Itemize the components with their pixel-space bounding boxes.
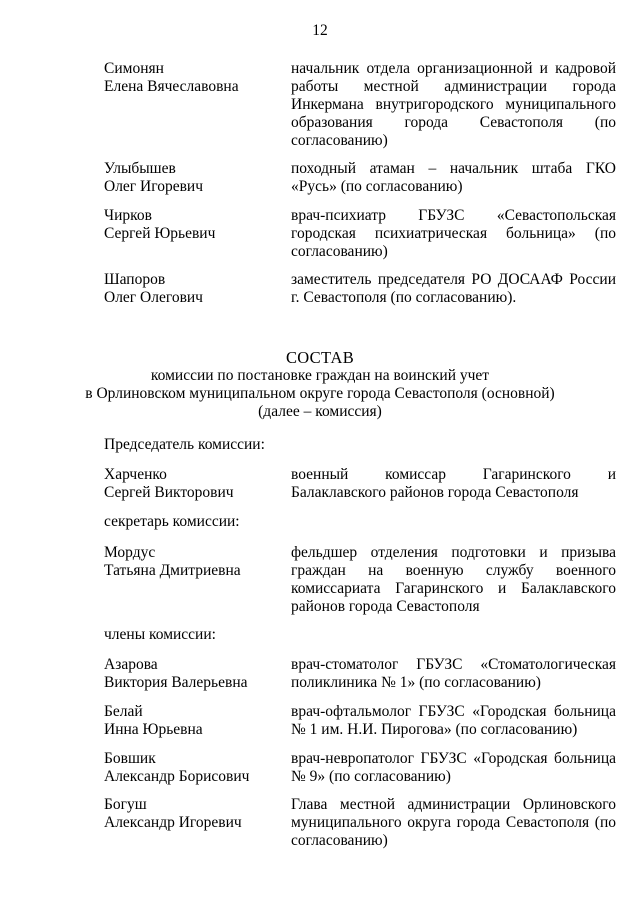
secretary-label: секретарь комиссии: xyxy=(104,513,240,530)
member-given-name: Олег Игоревич xyxy=(104,178,203,195)
member-surname: Шапоров xyxy=(104,271,166,288)
member-role: заместитель председателя РО ДОСААФ России г. Севастополя (по согласованию). xyxy=(291,271,616,306)
member-given-name: Сергей Юрьевич xyxy=(104,225,216,242)
member-name xyxy=(104,796,284,832)
member-role: врач-психиатр ГБУЗС «Севастопольская городская психиатрическая больница» (по согласованию) xyxy=(291,207,616,260)
member-surname: Бовшик xyxy=(104,750,156,767)
member-name xyxy=(104,656,284,692)
member-role: врач-невропатолог ГБУЗС «Городская больница № 9» (по согласованию) xyxy=(291,750,616,785)
member-name xyxy=(104,271,284,307)
member-given-name: Инна Юрьевна xyxy=(104,721,203,738)
member-surname: Харченко xyxy=(104,466,167,483)
page-number: 12 xyxy=(312,22,328,39)
member-name xyxy=(104,750,284,786)
member-given-name: Виктория Валерьевна xyxy=(104,674,248,691)
member-surname: Чирков xyxy=(104,207,152,224)
member-surname: Белай xyxy=(104,703,143,720)
section-subtitle: комиссии по постановке граждан на воинский учет xyxy=(150,367,490,384)
member-role: фельдшер отделения подготовки и призыва граждан на военную службу военного комиссариата Гагаринского и Балаклавского районов города Севастополя xyxy=(291,544,616,615)
member-given-name: Александр Борисович xyxy=(104,768,250,785)
member-role: военный комиссар Гагаринского и Балаклавского районов города Севастополя xyxy=(291,466,616,501)
member-given-name: Сергей Викторович xyxy=(104,484,234,501)
member-role: походный атаман – начальник штаба ГКО «Русь» (по согласованию) xyxy=(291,160,616,195)
member-role: Глава местной администрации Орлиновского муниципального округа города Севастополя (по согласованию) xyxy=(291,796,616,849)
member-role: врач-офтальмолог ГБУЗС «Городская больница № 1 им. Н.И. Пирогова» (по согласованию) xyxy=(291,703,616,738)
member-role: врач-стоматолог ГБУЗС «Стоматологическая поликлиника № 1» (по согласованию) xyxy=(291,656,616,691)
member-name xyxy=(104,466,284,502)
member-name xyxy=(104,160,284,196)
member-surname: Богуш xyxy=(104,796,147,813)
section-subtitle: в Орлиновском муниципальном округе города Севастополя (основной) xyxy=(85,385,555,402)
member-given-name: Елена Вячеславовна xyxy=(104,78,239,95)
section-heading xyxy=(0,349,640,421)
section-subtitle: (далее – комиссия) xyxy=(258,403,382,420)
member-name xyxy=(104,544,284,580)
section-title: СОСТАВ xyxy=(285,348,355,367)
chair-label: Председатель комиссии: xyxy=(104,436,265,453)
member-surname: Симонян xyxy=(104,60,164,77)
member-surname: Азарова xyxy=(104,656,158,673)
member-surname: Улыбышев xyxy=(104,160,176,177)
member-name xyxy=(104,703,284,739)
members-label: члены комиссии: xyxy=(104,626,216,643)
member-surname: Мордус xyxy=(104,544,156,561)
member-role: начальник отдела организационной и кадровой работы местной администрации города Инкермана внутригородского муниципального образования города Севастополя (по согласованию) xyxy=(291,60,616,149)
member-given-name: Татьяна Дмитриевна xyxy=(104,562,241,579)
member-given-name: Олег Олегович xyxy=(104,289,203,306)
member-name xyxy=(104,207,284,243)
member-name xyxy=(104,60,284,96)
member-given-name: Александр Игоревич xyxy=(104,814,242,831)
